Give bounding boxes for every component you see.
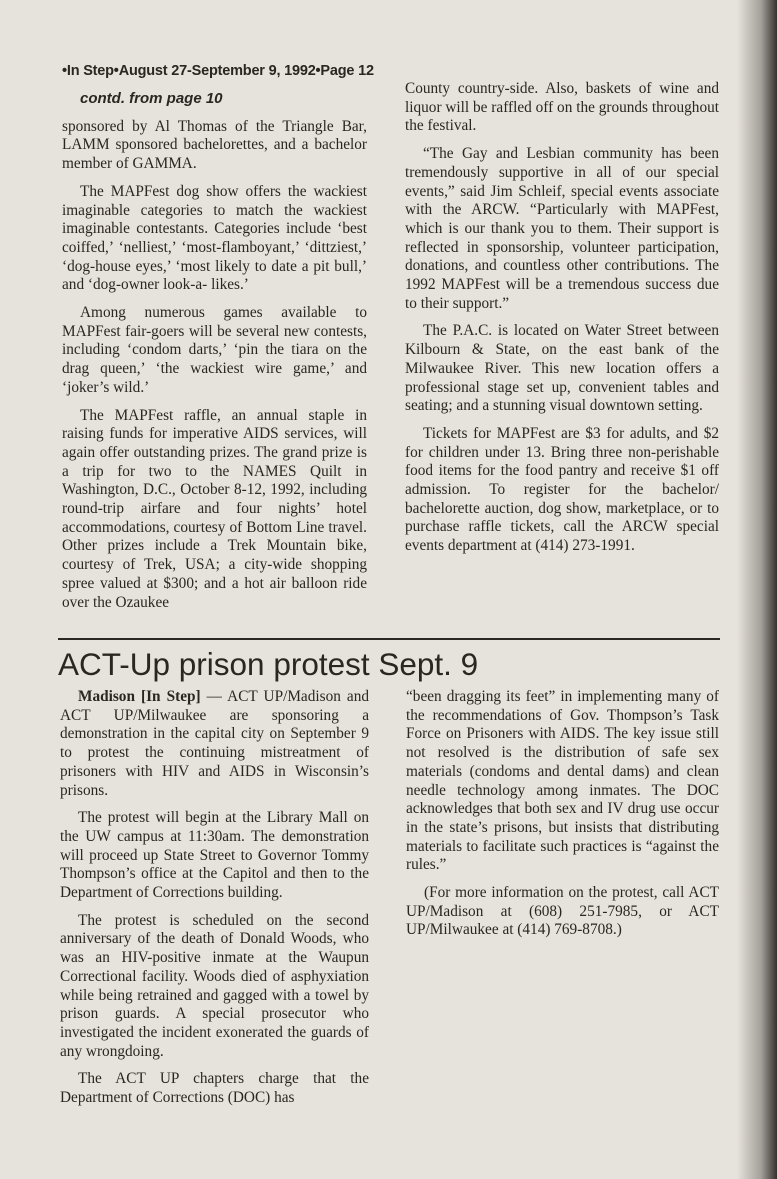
article-left-column [60, 688, 369, 1117]
paragraph: The protest will begin at the Library Mall on the UW campus at 11:30am. The demonstration will proceed up State Street to Governor Tommy Thompson’s office at the Capitol and then to the Department of Corrections building. [60, 809, 369, 902]
page-folio: •In Step•August 27-September 9, 1992•Page 12 [62, 63, 374, 79]
paragraph: sponsored by Al Thomas of the Triangle Bar, LAMM sponsored bachelorettes, and a bachelor member of GAMMA. [62, 117, 367, 173]
paragraph: Among numerous games available to MAPFest fair-goers will be several new contests, including ‘condom darts,’ ‘pin the tiara on the drag queen,’ ‘the wackiest wire game,’ and ‘joker’s wild.’ [62, 304, 367, 396]
paragraph: “been dragging its feet” in implementing many of the recommendations of Gov. Thompson’s Task Force on Prisoners with AIDS. The key issue still not resolved is the distribution of safe sex materials (condoms and dental dams) and clean needle technology among inmates. The DOC acknowledges that both sex and IV drug use occur in the state’s prisons, but insists that distributing materials to facilitate such practices is “against the rules.” [406, 688, 719, 874]
paragraph: Tickets for MAPFest are $3 for adults, and $2 for children under 13. Bring three non-perishable food items for the food pantry and receive $1 off admission. To register for the bachelor/ bachelorette auction, dog show, marketplace, or to purchase raffle tickets, call the ARCW special events department at (414) 273-1991. [405, 424, 719, 555]
paragraph: The MAPFest raffle, an annual staple in raising funds for imperative AIDS services, will again offer outstanding prizes. The grand prize is a trip for two to the NAMES Quilt in Washington, D.C., October 8-12, 1992, including round-trip airfare and four nights’ hotel accommodations, courtesy of Bottom Line travel. Other prizes include a Trek Mountain bike, courtesy of Trek, USA; a city-wide shopping spree valued at $300; and a hot air balloon ride over the Ozaukee [62, 406, 367, 611]
article-right-column [406, 688, 719, 949]
continued-label: contd. from page 10 [80, 90, 223, 107]
lead-text: — ACT UP/Madison and ACT UP/Milwaukee are sponsoring a demonstration in the capital city on September 9 to protest the continuing mistreatment of prisoners with HIV and AIDS in Wisconsin’s prisons. [60, 688, 370, 799]
article-lead [60, 688, 369, 800]
top-right-column [405, 80, 719, 565]
paragraph: County country-side. Also, baskets of wine and liquor will be raffled off on the grounds throughout the festival. [405, 80, 719, 135]
dateline: Madison [In Step] [78, 688, 201, 705]
top-left-column [62, 90, 367, 621]
page-edge-shadow [737, 0, 777, 1179]
article-headline: ACT-Up prison protest Sept. 9 [58, 646, 479, 682]
paragraph: The ACT UP chapters charge that the Department of Corrections (DOC) has [60, 1070, 369, 1107]
paragraph: “The Gay and Lesbian community has been tremendously supportive in all of our special events,” said Jim Schleif, special events associate with the ARCW. “Particularly with MAPFest, which is our thank you to them. Their support is reflected in sponsorship, volunteer participation, donations, and countless other contributions. The 1992 MAPFest will be a tremendous success due to their support.” [405, 145, 719, 312]
paragraph: The protest is scheduled on the second anniversary of the death of Donald Woods, who was an HIV-positive inmate at the Waupun Correctional facility. Woods died of asphyxiation while being retrained and gagged with a towel by prison guards. A special prosecutor who investigated the incident exonerated the guards of any wrongdoing. [60, 911, 369, 1060]
paragraph: The P.A.C. is located on Water Street between Kilbourn & State, on the east bank of the Milwaukee River. This new location offers a professional stage set up, convenient tables and seating; and a stunning visual downtown setting. [405, 322, 719, 415]
section-divider [58, 638, 720, 640]
paragraph: (For more information on the protest, call ACT UP/Madison at (608) 251-7985, or ACT UP/Milwaukee at (414) 769-8708.) [406, 884, 719, 939]
paragraph: The MAPFest dog show offers the wackiest imaginable categories to match the wackiest imaginable contestants. Categories include ‘best coiffed,’ ‘nelliest,’ ‘most-flamboyant,’ ‘dittziest,’ ‘dog-house eyes,’ ‘most likely to date a pit bull,’ and ‘dog-owner look-a- likes.’ [62, 182, 367, 294]
